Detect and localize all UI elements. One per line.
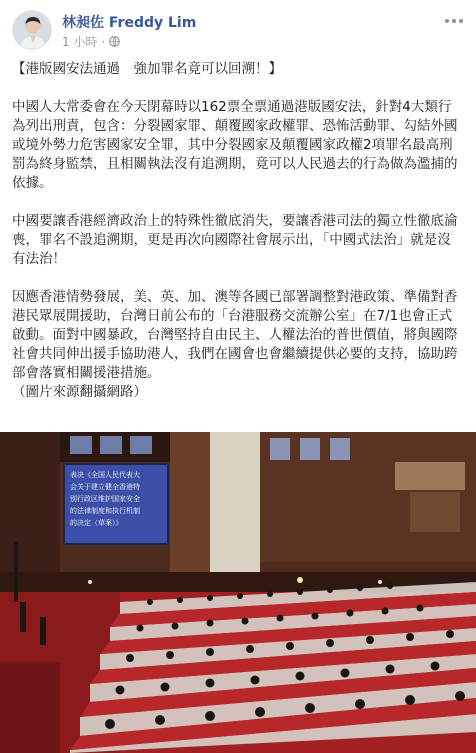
svg-text:的法律制度和执行机制: 的法律制度和执行机制 <box>70 507 140 515</box>
globe-icon <box>109 36 120 47</box>
svg-text:别行政区维护国家安全: 别行政区维护国家安全 <box>70 495 140 503</box>
post-photo[interactable] <box>0 432 476 753</box>
svg-text:会关于建立健全香港特: 会关于建立健全香港特 <box>70 483 140 491</box>
profile-avatar-icon[interactable] <box>12 10 52 50</box>
post-body <box>12 60 464 402</box>
svg-text:的决定（草案）》: 的决定（草案）》 <box>70 519 123 527</box>
svg-text:表决《全国人民代表大: 表决《全国人民代表大 <box>70 471 140 479</box>
more-options-icon[interactable] <box>444 14 464 28</box>
image-source-note: （圖片來源翻攝網路） <box>12 384 147 400</box>
post-meta <box>62 33 120 50</box>
post-timestamp[interactable]: 1 小時 <box>62 35 98 49</box>
post-paragraph-3: 因應香港情勢發展，美、英、加、澳等各國已部署調整對港政策、準備對香港民眾展開援助，台灣日前公布的「台港服務交流辦公室」在7/1也會正式啟動。面對中國暴政，台灣堅持自由民主、人權法治的普世價值，將與國際社會共同伸出援手協助港人，我們在國會也會繼續提供必要的支持，協助跨部會落實相關援港措施。 <box>12 289 458 381</box>
post-paragraph-1: 中國人大常委會在今天閉幕時以162票全票通過港版國安法，針對4大類行為列出刑責，包含：分裂國家罪、顛覆國家政權罪、恐怖活動罪、勾結外國或境外勢力危害國家安全罪，其中分裂國家及顛覆國家政權2項罪名最高刑罰為終身監禁，且相關執法沒有追溯期，竟可以人民過去的行為做為濫捕的依據。 <box>12 99 458 191</box>
meta-separator: · <box>101 34 106 49</box>
post-title: 【港版國安法通過 強加罪名竟可以回溯！】 <box>12 61 282 77</box>
post-paragraph-2: 中國要讓香港經濟政治上的特殊性徹底消失，要讓香港司法的獨立性徹底淪喪，罪名不設追溯期，更是再次向國際社會展示出，「中國式法治」就是沒有法治！ <box>12 213 458 267</box>
author-name[interactable]: 林昶佐 Freddy Lim <box>62 15 197 31</box>
post-header <box>12 10 464 54</box>
